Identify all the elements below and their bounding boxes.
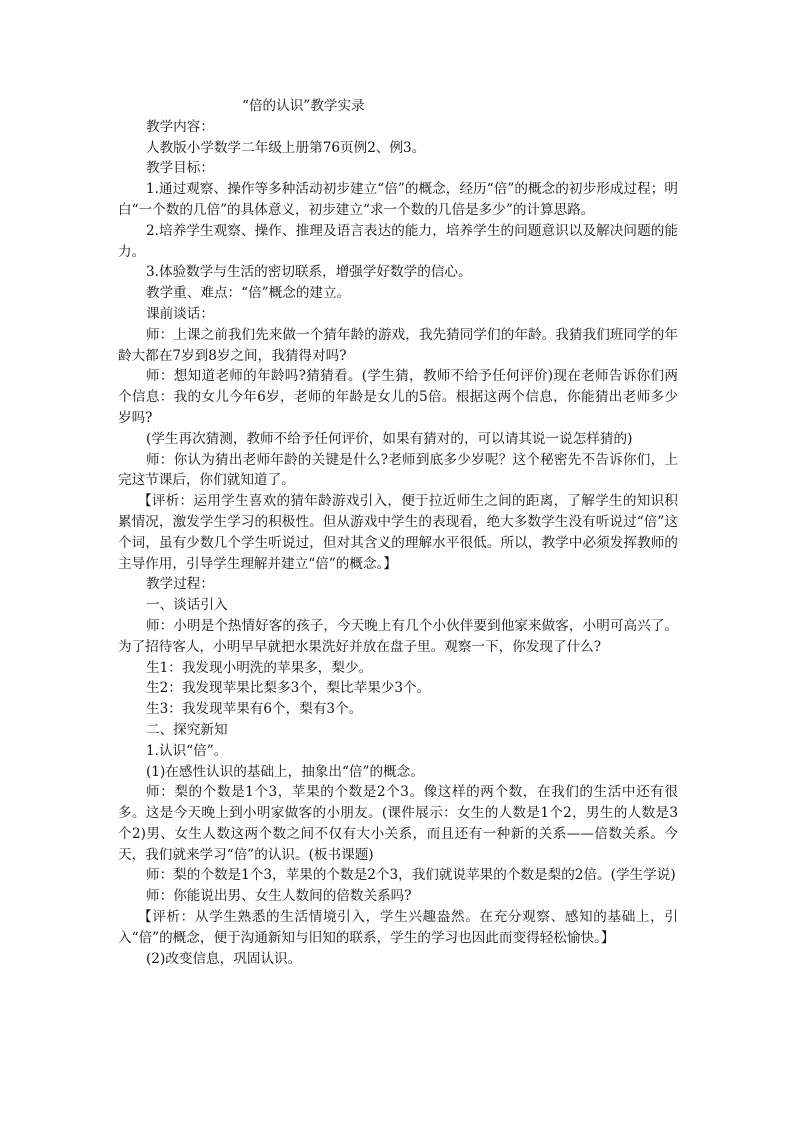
paragraph-teacher-3: 师：你认为猜出老师年龄的关键是什么?老师到底多少岁呢？这个秘密先不告诉你们，上完这节课后，你们就知道了。	[118, 451, 678, 489]
subheading-change-info: (2)改变信息，巩固认识。	[146, 950, 302, 967]
paragraph-teacher-1: 师：上课之前我们先来做一个猜年龄的游戏，我先猜同学们的年龄。我猜我们班同学的年龄大都在7岁到8岁之间，我猜得对吗?	[118, 326, 678, 364]
subheading-abstract-concept: (1)在感性认识的基础上，抽象出“倍”的概念。	[146, 763, 424, 780]
paragraph-textbook-ref: 人教版小学数学二年级上册第76页例2、例3。	[146, 139, 426, 156]
paragraph-teacher-4: 师：小明是个热情好客的孩子，今天晚上有几个小伙伴要到他家来做客，小明可高兴了。为了招待客人，小明早早就把水果洗好并放在盘子里。观察一下，你发现了什么?	[118, 617, 678, 655]
heading-teaching-process: 教学过程：	[146, 576, 214, 593]
goal-item-1: 1.通过观察、操作等多种活动初步建立“倍”的概念，经历“倍”的概念的初步形成过程；明白“一个数的几倍”的具体意义，初步建立“求一个数的几倍是多少”的计算思路。	[118, 181, 678, 218]
heading-teaching-content: 教学内容：	[146, 118, 214, 135]
comment-block-2: 【评析：从学生熟悉的生活情境引入，学生兴趣盎然。在充分观察、感知的基础上，引入“倍”的概念，便于沟通新知与旧知的联系，学生的学习也因此而变得轻松愉快。】	[118, 909, 678, 946]
paragraph-teacher-5: 师：梨的个数是1个3，苹果的个数是2个3。像这样的两个数，在我们的生活中还有很多。这是今天晚上到小明家做客的小朋友。(课件展示：女生的人数是1个2，男生的人数是3个2)男、女生人数这两个数之间不仅有大小关系，而且还有一种新的关系——倍数关系。今天，我们就来学习“倍”的认识。(板书课题)	[118, 784, 678, 863]
paragraph-teacher-2: 师：想知道老师的年龄吗?猜猜看。(学生猜，教师不给予任何评价)现在老师告诉你们两个信息：我的女儿今年6岁，老师的年龄是女儿的5倍。根据这两个信息，你能猜出老师多少岁吗?	[118, 368, 678, 426]
paragraph-student-1: 生1：我发现小明洗的苹果多，梨少。	[146, 659, 373, 676]
document-page	[118, 96, 678, 969]
section-heading-explore: 二、探究新知	[146, 721, 228, 738]
paragraph-teacher-6: 师：梨的个数是1个3，苹果的个数是2个3，我们就说苹果的个数是梨的2倍。(学生学说)	[146, 867, 676, 884]
paragraph-student-2: 生2：我发现苹果比梨多3个，梨比苹果少3个。	[146, 680, 431, 697]
heading-key-points: 教学重、难点：“倍”概念的建立。	[146, 285, 351, 302]
goal-item-2: 2.培养学生观察、操作、推理及语言表达的能力，培养学生的问题意识以及解决问题的能力。	[118, 222, 678, 260]
heading-teaching-goals: 教学目标：	[146, 160, 214, 177]
section-heading-intro: 一、谈话引入	[146, 597, 228, 614]
heading-pre-class-talk: 课前谈话：	[146, 305, 214, 322]
paragraph-student-guess: (学生再次猜测，教师不给予任何评价，如果有猜对的，可以请其说一说怎样猜的)	[146, 430, 633, 447]
document-title: “倍的认识”教学实录	[242, 98, 365, 114]
paragraph-teacher-7: 师：你能说出男、女生人数间的倍数关系吗?	[146, 888, 412, 905]
goal-item-3: 3.体验数学与生活的密切联系，增强学好数学的信心。	[146, 264, 472, 281]
paragraph-student-3: 生3：我发现苹果有6个，梨有3个。	[146, 701, 363, 718]
subheading-recognize-times: 1.认识“倍”。	[146, 742, 228, 759]
comment-block-1: 【评析：运用学生喜欢的猜年龄游戏引入，便于拉近师生之间的距离，了解学生的知识积累情况，激发学生学习的积极性。但从游戏中学生的表现看，绝大多数学生没有听说过“倍”这个词，虽有少数几个学生听说过，但对其含义的理解水平很低。所以，教学中必须发挥教师的主导作用，引导学生理解并建立“倍”的概念。】	[118, 493, 678, 572]
